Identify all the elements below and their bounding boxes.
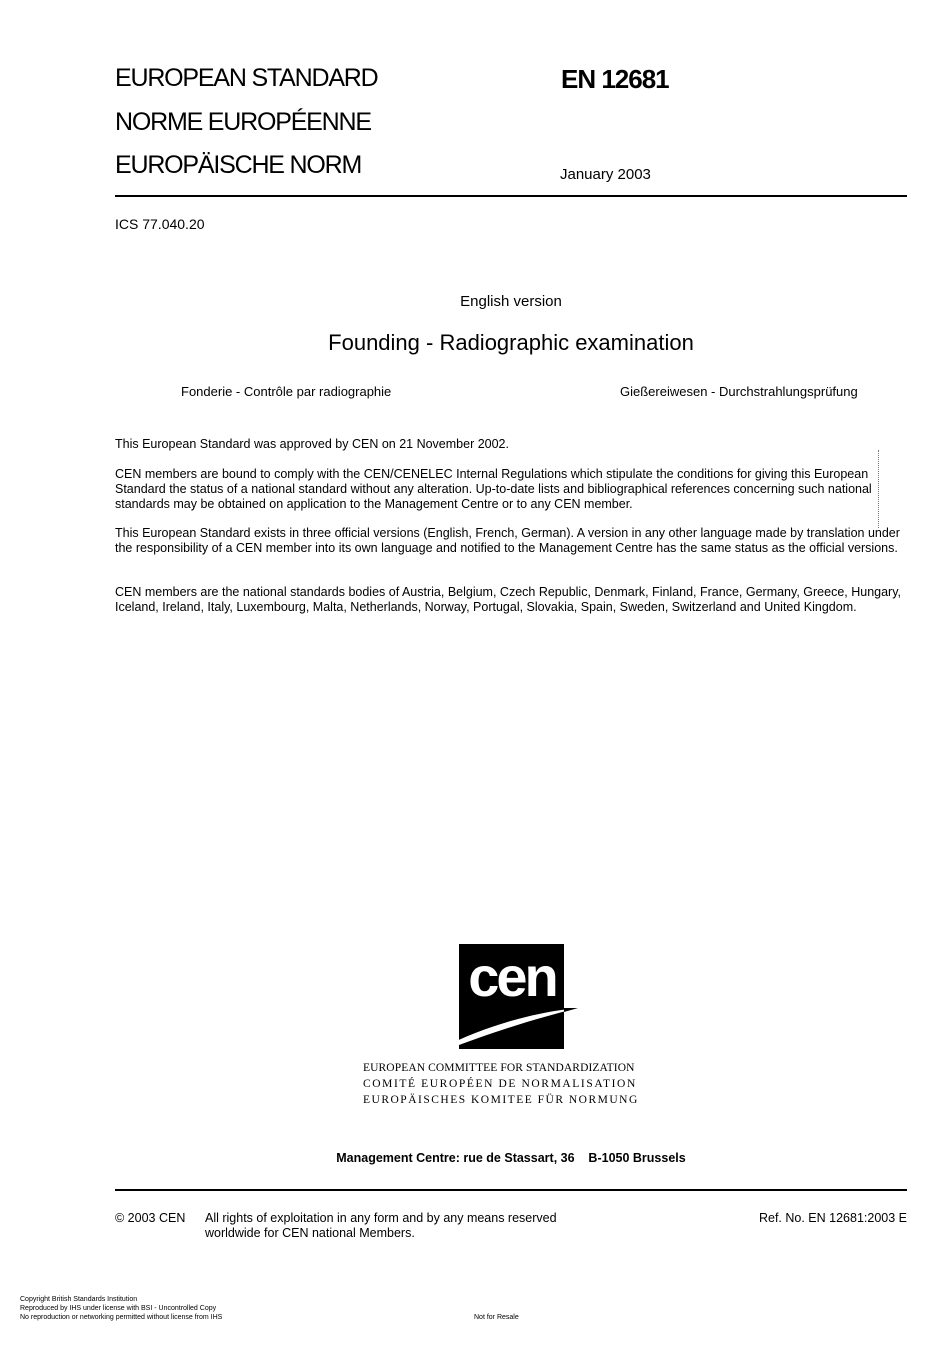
fine-print: [20, 1295, 222, 1322]
standard-title-en: EUROPEAN STANDARD: [115, 64, 378, 92]
management-centre: Management Centre: rue de Stassart, 36 B-1050 Brussels: [336, 1151, 686, 1165]
publication-date: January 2003: [560, 166, 651, 183]
standard-number: EN 12681: [561, 64, 669, 94]
document-title: Founding - Radiographic examination: [328, 330, 694, 355]
document-title-french: Fonderie - Contrôle par radiographie: [181, 384, 392, 399]
versions-paragraph: This European Standard exists in three official versions (English, French, German). A version in any other language made by translation under the responsibility of a CEN member into its own language and notified to the Management Centre has the same status as the official versions.: [115, 526, 900, 555]
fine-print-line: No reproduction or networking permitted without license from IHS: [20, 1314, 223, 1321]
not-for-resale: Not for Resale: [474, 1314, 519, 1321]
change-bar: [878, 450, 879, 528]
reference-number: Ref. No. EN 12681:2003 E: [758, 1211, 907, 1225]
members-paragraph: CEN members are the national standards bodies of Austria, Belgium, Czech Republic, Denmark, Finland, France, Germany, Greece, Hungary, Iceland, Ireland, Italy, Luxembourg, Malta, Netherlands, Norway, Portugal, Slovakia, Spain, Sweden, Switzerland and United Kingdom.: [115, 585, 902, 614]
regulations-paragraph: CEN members are bound to comply with the CEN/CENELEC Internal Regulations which stipulate the conditions for giving this European Standard the status of a national standard without any alteration. Up-to-date lists and bibliographical references concerning such national standards may be obtained on application to the Management Centre or to any CEN member.: [115, 467, 872, 511]
document-title-german: Gießereiwesen - Durchstrahlungsprüfung: [620, 384, 858, 399]
rights-statement: All rights of exploitation in any form and by any means reserved worldwide for CEN national Members.: [205, 1211, 557, 1240]
cen-logo-icon: [440, 942, 590, 1054]
ics-code: ICS 77.040.20: [115, 216, 205, 232]
header-divider: [115, 195, 907, 197]
language-version: English version: [460, 293, 562, 310]
committee-name-en: EUROPEAN COMMITTEE FOR STANDARDIZATION: [363, 1062, 635, 1074]
fine-print-line: Reproduced by IHS under license with BSI - Uncontrolled Copy: [20, 1305, 217, 1312]
committee-name-fr: COMITÉ EUROPÉEN DE NORMALISATION: [363, 1078, 637, 1090]
copyright-notice: © 2003 CEN: [115, 1211, 186, 1225]
cen-logo-text: cen: [468, 945, 556, 1008]
committee-name-de: EUROPÄISCHES KOMITEE FÜR NORMUNG: [363, 1094, 639, 1106]
standard-title-fr: NORME EUROPÉENNE: [115, 108, 371, 136]
standard-title-de: EUROPÄISCHE NORM: [115, 151, 362, 179]
fine-print-line: Copyright British Standards Institution: [20, 1296, 138, 1303]
approval-paragraph: This European Standard was approved by CEN on 21 November 2002.: [115, 437, 509, 451]
footer-divider: [115, 1189, 907, 1191]
